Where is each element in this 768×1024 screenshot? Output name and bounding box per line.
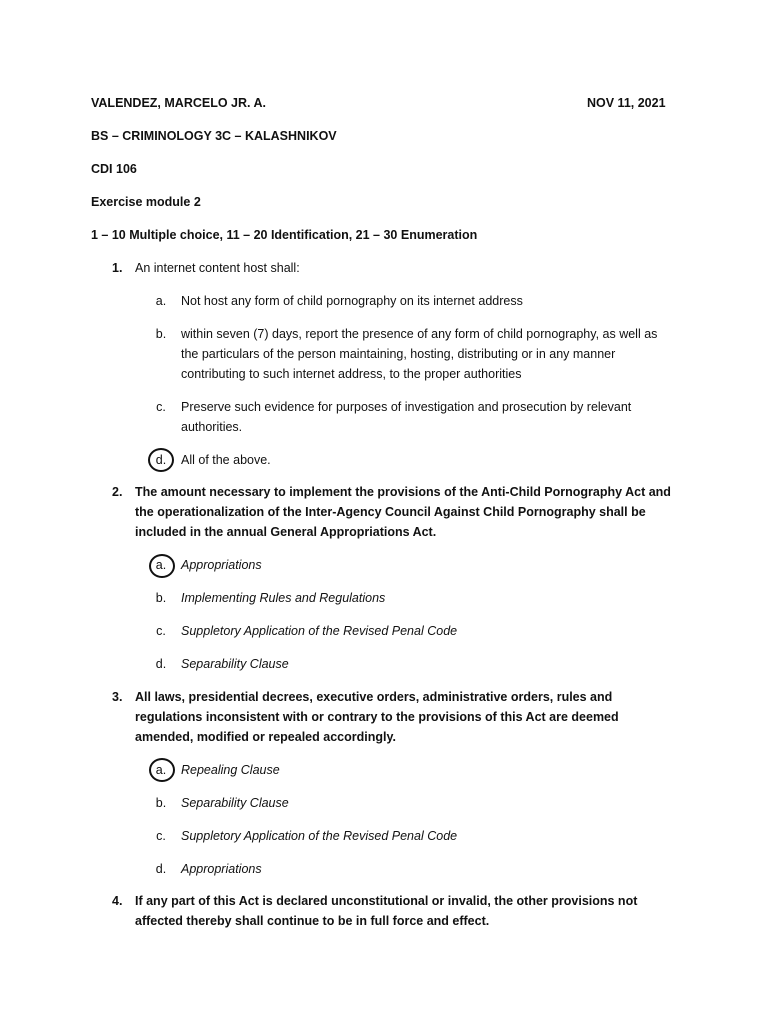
option-text: All of the above.: [181, 453, 271, 467]
option-text: Separability Clause: [181, 657, 289, 671]
option-text: Appropriations: [181, 558, 262, 572]
option-text: Implementing Rules and Regulations: [181, 591, 386, 605]
option-letter: b.: [155, 796, 167, 810]
option-text: Separability Clause: [181, 796, 289, 810]
option-text: Preserve such evidence for purposes of investigation and prosecution by relevant authorities.: [181, 400, 632, 434]
option-letter: b.: [155, 327, 167, 341]
option-text: Suppletory Application of the Revised Penal Code: [181, 624, 458, 638]
option-letter: a.: [155, 763, 167, 777]
option-text: within seven (7) days, report the presence of any form of child pornography, as well as the particulars of the person maintaining, hosting, distributing or in any manner contributing to such internet address, to the proper authorities: [181, 327, 658, 381]
course-section: BS – CRIMINOLOGY 3C – KALASHNIKOV: [91, 129, 337, 143]
question-number: 4.: [112, 894, 123, 908]
option-text: Appropriations: [181, 862, 262, 876]
option-letter: d.: [155, 862, 167, 876]
option-letter: c.: [156, 400, 166, 414]
option-letter: b.: [155, 591, 167, 605]
question-number: 1.: [112, 261, 123, 275]
question-text: The amount necessary to implement the provisions of the Anti-Child Pornography Act and the operationalization of the Inter-Agency Council Against Child Pornography shall be included in the annual General Appropriations Act.: [135, 485, 671, 539]
question-text: If any part of this Act is declared unconstitutional or invalid, the other provisions not affected thereby shall continue to be in full force and effect.: [135, 894, 638, 928]
option-text: Not host any form of child pornography on its internet address: [181, 294, 523, 308]
question-text: An internet content host shall:: [135, 261, 300, 275]
instructions: 1 – 10 Multiple choice, 11 – 20 Identification, 21 – 30 Enumeration: [91, 228, 478, 242]
option-letter: a.: [155, 294, 167, 308]
subject-code: CDI 106: [91, 162, 137, 176]
option-letter: c.: [156, 624, 166, 638]
question-number: 3.: [112, 690, 123, 704]
option-text: Repealing Clause: [181, 763, 280, 777]
option-letter: d.: [155, 657, 167, 671]
question-number: 2.: [112, 485, 123, 499]
submission-date: NOV 11, 2021: [587, 96, 666, 110]
student-name: VALENDEZ, MARCELO JR. A.: [91, 96, 267, 110]
module-title: Exercise module 2: [91, 195, 201, 209]
option-letter: a.: [155, 558, 167, 572]
option-text: Suppletory Application of the Revised Penal Code: [181, 829, 458, 843]
option-letter: c.: [156, 829, 166, 843]
option-letter: d.: [155, 453, 167, 467]
question-text: All laws, presidential decrees, executive orders, administrative orders, rules and regulations inconsistent with or contrary to the provisions of this Act are deemed amended, modified or repealed accordingly.: [135, 690, 619, 744]
